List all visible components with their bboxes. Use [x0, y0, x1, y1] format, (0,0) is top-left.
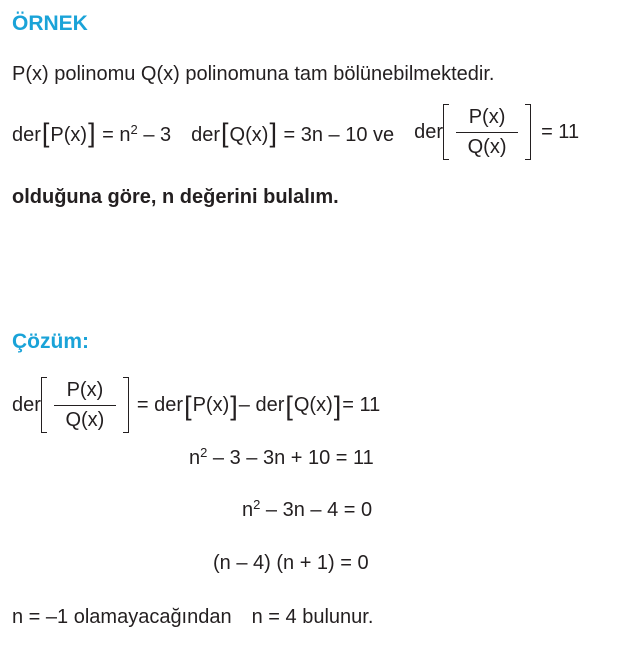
problem-question: olduğuna göre, n değerini bulalım.: [12, 186, 339, 208]
solution-line-4: (n – 4) (n + 1) = 0: [213, 552, 369, 574]
solution-line-1: der $\frac{P(x)}{Q(x)}$ = der [ P(x) ] – der [ Q(x) ] = 11: [12, 377, 380, 433]
solution-line-2: $n^2 - 3 - 3n + 10 = 11$: [189, 445, 374, 469]
solution-line-3: $n^2 - 3n - 4 = 0$: [242, 497, 373, 521]
degree-q: der[Q(x)] = 3n – 10 ve: [191, 117, 395, 148]
degree-quotient: der $\frac{P(x)}{Q(x)}$ = 11: [414, 104, 579, 160]
fraction-numerator: P(x): [468, 105, 506, 128]
solution-heading: Çözüm:: [12, 330, 89, 353]
conclusion: n = –1 olamayacağından n = 4 bulunur.: [12, 606, 374, 628]
example-heading: ÖRNEK: [12, 12, 88, 35]
fraction-numerator: P(x): [66, 378, 104, 401]
fraction-denominator: Q(x): [65, 408, 105, 431]
degree-p: $der[P(x)] = n^2 - 3$: [12, 117, 172, 148]
problem-statement: P(x) polinomu Q(x) polinomuna tam bölünebilmektedir.: [12, 63, 495, 85]
conditions-line: [12, 104, 579, 160]
solution-fraction: [41, 377, 129, 433]
quotient-fraction: [443, 104, 531, 160]
fraction-denominator: Q(x): [467, 135, 507, 158]
